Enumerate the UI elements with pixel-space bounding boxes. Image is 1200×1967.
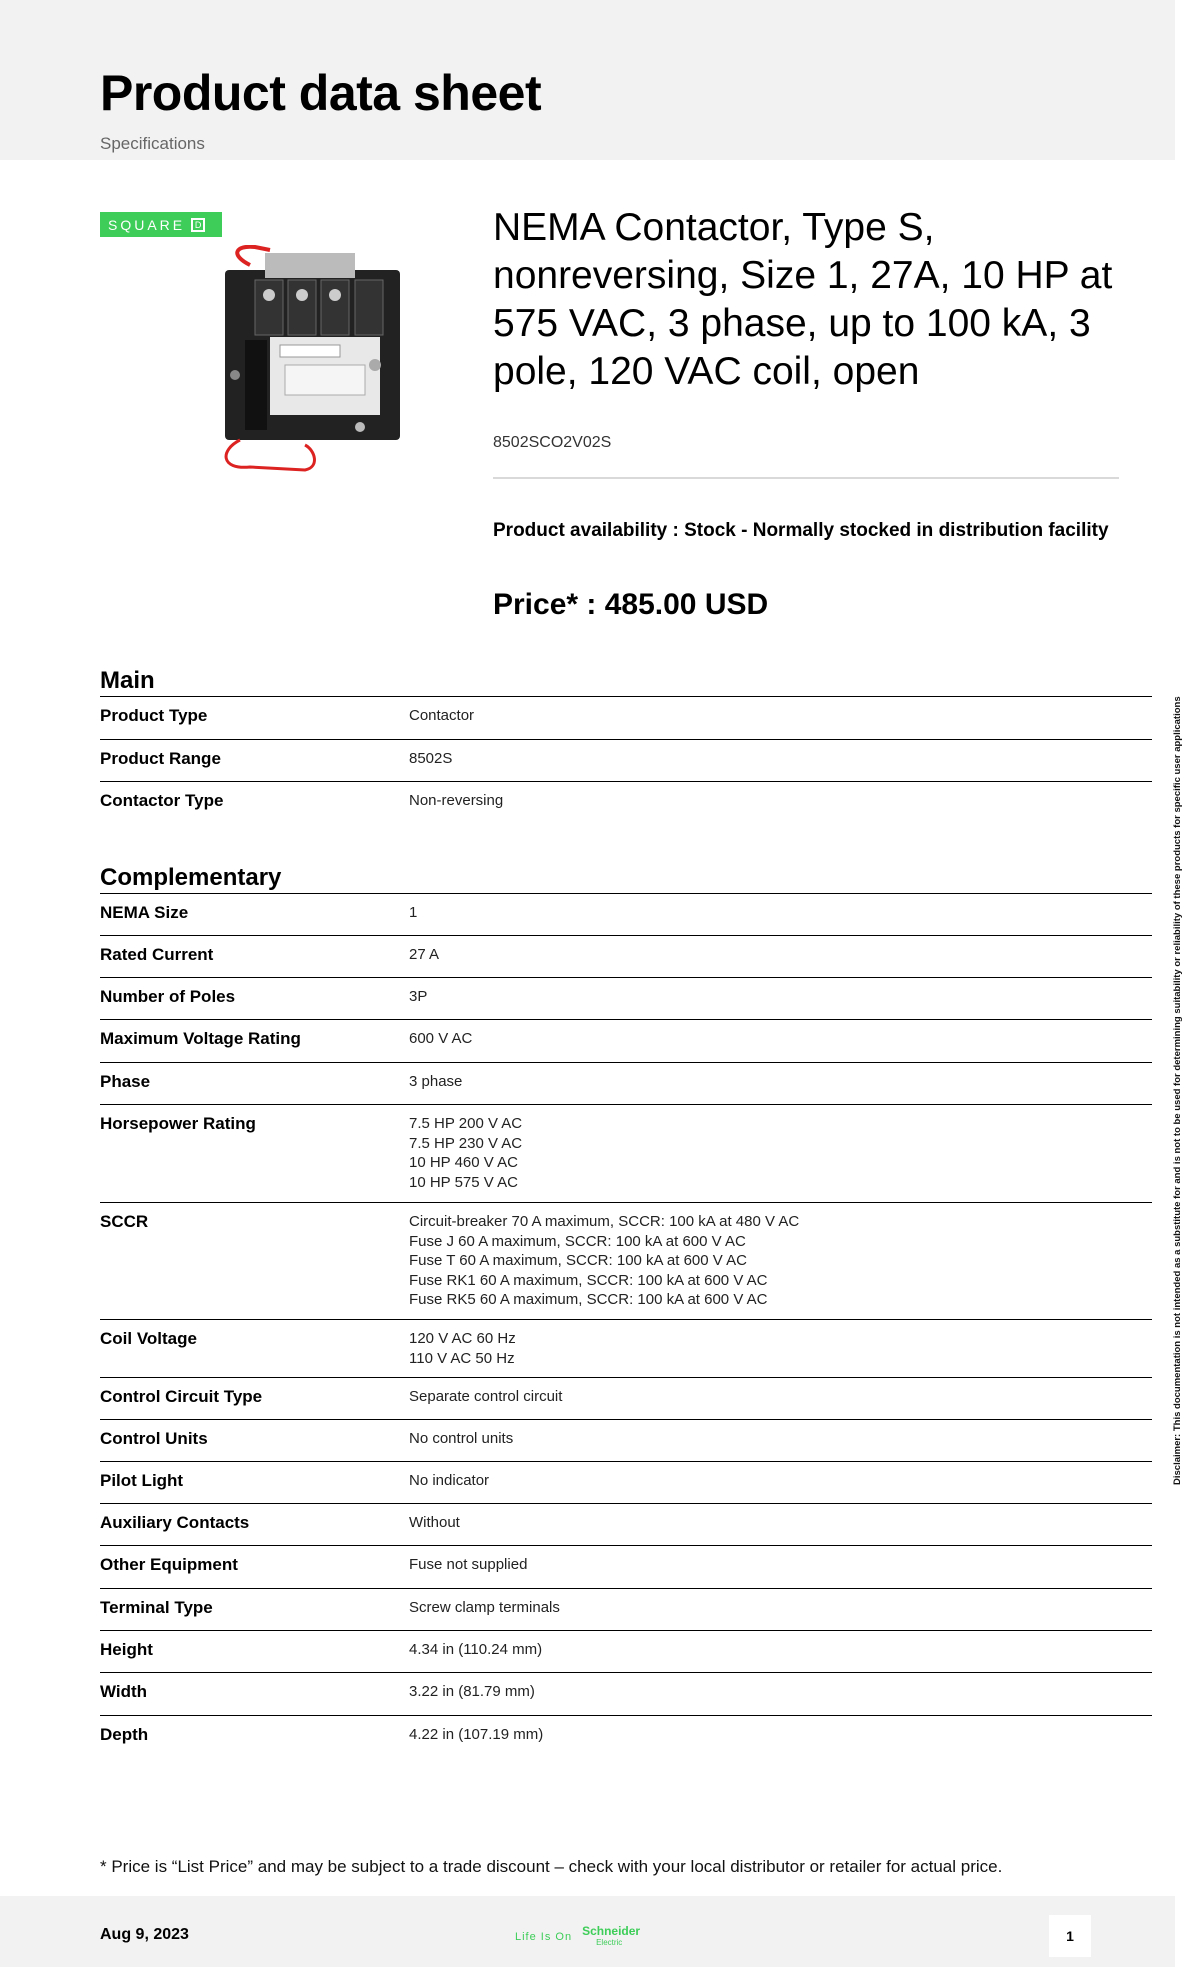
spec-label: Rated Current — [100, 945, 214, 964]
spec-row — [100, 1715, 1152, 1758]
spec-row — [100, 1377, 1152, 1419]
spec-label: Number of Poles — [100, 987, 236, 1006]
spec-label: Height — [100, 1640, 153, 1659]
price-footnote: * Price is “List Price” and may be subject to a trade discount – check with your local distributor or retailer for actual price. — [100, 1857, 1003, 1876]
spec-label: Product Type — [100, 706, 208, 725]
spec-row — [100, 1202, 1152, 1319]
spec-value — [409, 987, 427, 1019]
spec-row — [100, 977, 1152, 1019]
spec-value-line: 600 V AC — [409, 1030, 473, 1047]
spec-value — [409, 749, 452, 781]
spec-value-line: Non-reversing — [409, 792, 504, 809]
schneider-electric-logo — [515, 1926, 640, 1948]
spec-value — [409, 1640, 542, 1672]
spec-label: Other Equipment — [100, 1555, 238, 1574]
spec-value-line: Fuse J 60 A maximum, SCCR: 100 kA at 600 V AC — [409, 1232, 746, 1250]
spec-label: SCCR — [100, 1212, 149, 1231]
spec-row — [100, 739, 1152, 781]
page-title: Product data sheet — [100, 65, 542, 121]
spec-value — [409, 706, 474, 739]
life-is-on-text: Life Is On — [515, 1931, 573, 1943]
spec-value — [409, 1329, 516, 1377]
spec-value-line: 120 V AC 60 Hz — [409, 1330, 516, 1347]
spec-value-line: Screw clamp terminals — [409, 1599, 560, 1616]
spec-value-line: Contactor — [409, 707, 475, 724]
spec-row — [100, 1461, 1152, 1503]
spec-value-line: Fuse not supplied — [409, 1556, 528, 1573]
disclaimer-text: Disclaimer: This documentation is not intended as a substitute for and is not to be used for determining suitability or reliability of these products for specific user applications — [1172, 696, 1183, 1485]
spec-value — [409, 1029, 472, 1062]
spec-value — [409, 1471, 489, 1503]
contactor-product-photo — [210, 245, 420, 475]
spec-value-line: No indicator — [409, 1472, 490, 1489]
spec-row — [100, 1104, 1152, 1202]
spec-row — [100, 1019, 1152, 1062]
schneider-brand-sub: Electric — [596, 1938, 623, 1947]
spec-row — [100, 1672, 1152, 1715]
schneider-brand — [582, 1926, 640, 1948]
spec-label: Depth — [100, 1725, 149, 1744]
spec-value-line: 4.34 in (110.24 mm) — [409, 1641, 543, 1658]
spec-value — [409, 945, 439, 977]
spec-value — [409, 791, 503, 824]
spec-value-line: 110 V AC 50 Hz — [409, 1349, 515, 1367]
spec-value-line: Separate control circuit — [409, 1388, 563, 1405]
spec-label: Horsepower Rating — [100, 1114, 256, 1133]
spec-label: Auxiliary Contacts — [100, 1513, 250, 1532]
spec-label: Control Units — [100, 1429, 208, 1448]
spec-value-line: Without — [409, 1514, 460, 1531]
spec-value-line: 10 HP 575 V AC — [409, 1173, 518, 1191]
product-reference: 8502SCO2V02S — [493, 434, 612, 451]
spec-value-line: 10 HP 460 V AC — [409, 1154, 518, 1171]
complementary-section — [100, 863, 1152, 1758]
spec-label: Pilot Light — [100, 1471, 184, 1490]
product-availability: Product availability : Stock - Normally stocked in distribution facility — [493, 520, 1109, 541]
spec-row — [100, 1630, 1152, 1672]
spec-row — [100, 1545, 1152, 1588]
spec-value-line: 7.5 HP 200 V AC — [409, 1115, 523, 1132]
page-number: 1 — [1049, 1915, 1091, 1957]
spec-row — [100, 696, 1152, 739]
spec-row — [100, 781, 1152, 824]
spec-value — [409, 1429, 513, 1461]
spec-value-line: 7.5 HP 230 V AC — [409, 1134, 523, 1152]
spec-value — [409, 1513, 460, 1545]
product-name: NEMA Contactor, Type S, nonreversing, Size 1, 27A, 10 HP at 575 VAC, 3 phase, up to 100 kA, 3 pole, 120 VAC coil, open — [493, 206, 1113, 393]
spec-value-line: Fuse RK5 60 A maximum, SCCR: 100 kA at 600 V AC — [409, 1291, 768, 1308]
spec-label: Contactor Type — [100, 791, 224, 810]
section-title-complementary: Complementary — [100, 864, 282, 891]
spec-label: Control Circuit Type — [100, 1387, 263, 1406]
spec-row — [100, 1062, 1152, 1104]
page-subtitle: Specifications — [100, 134, 205, 153]
spec-value-line: 3 phase — [409, 1073, 463, 1090]
spec-row — [100, 1588, 1152, 1630]
spec-value — [409, 1555, 527, 1588]
spec-row — [100, 1503, 1152, 1545]
spec-value — [409, 1598, 560, 1630]
spec-value-line: Circuit-breaker 70 A maximum, SCCR: 100 kA at 480 V AC — [409, 1213, 800, 1230]
spec-label: Terminal Type — [100, 1598, 213, 1617]
spec-value — [409, 1682, 535, 1715]
spec-value-line: Fuse T 60 A maximum, SCCR: 100 kA at 600 V AC — [409, 1252, 747, 1269]
spec-row — [100, 1419, 1152, 1461]
spec-row — [100, 893, 1152, 935]
schneider-brand-name: Schneider — [582, 1924, 641, 1938]
square-d-logo — [100, 212, 222, 237]
spec-value — [409, 1114, 522, 1202]
spec-label: Width — [100, 1682, 148, 1701]
spec-value-line: 8502S — [409, 750, 453, 767]
brand-logo-text: SQUARE — [108, 216, 186, 233]
spec-value-line: 3.22 in (81.79 mm) — [409, 1683, 535, 1700]
spec-label: Coil Voltage — [100, 1329, 197, 1348]
spec-value-line: 1 — [409, 904, 418, 921]
spec-value-line: Fuse RK1 60 A maximum, SCCR: 100 kA at 600 V AC — [409, 1271, 768, 1289]
spec-value-line: 3P — [409, 988, 428, 1005]
spec-value-line: 4.22 in (107.19 mm) — [409, 1726, 544, 1743]
spec-label: NEMA Size — [100, 903, 189, 922]
spec-label: Product Range — [100, 749, 221, 768]
spec-value-line: No control units — [409, 1430, 514, 1447]
spec-row — [100, 1319, 1152, 1377]
spec-value — [409, 1072, 462, 1104]
spec-value — [409, 1725, 543, 1758]
spec-value — [409, 1212, 799, 1319]
spec-value-line: 27 A — [409, 946, 440, 963]
footer-date: Aug 9, 2023 — [100, 1926, 189, 1943]
brand-logo-mark: D — [191, 218, 205, 232]
main-section — [100, 666, 1152, 824]
spec-label: Phase — [100, 1072, 151, 1091]
spec-row — [100, 935, 1152, 977]
spec-value — [409, 1387, 562, 1419]
spec-value — [409, 903, 417, 935]
divider — [493, 477, 1119, 479]
section-title-main: Main — [100, 667, 155, 694]
spec-label: Maximum Voltage Rating — [100, 1029, 301, 1048]
product-price: Price* : 485.00 USD — [493, 588, 769, 621]
